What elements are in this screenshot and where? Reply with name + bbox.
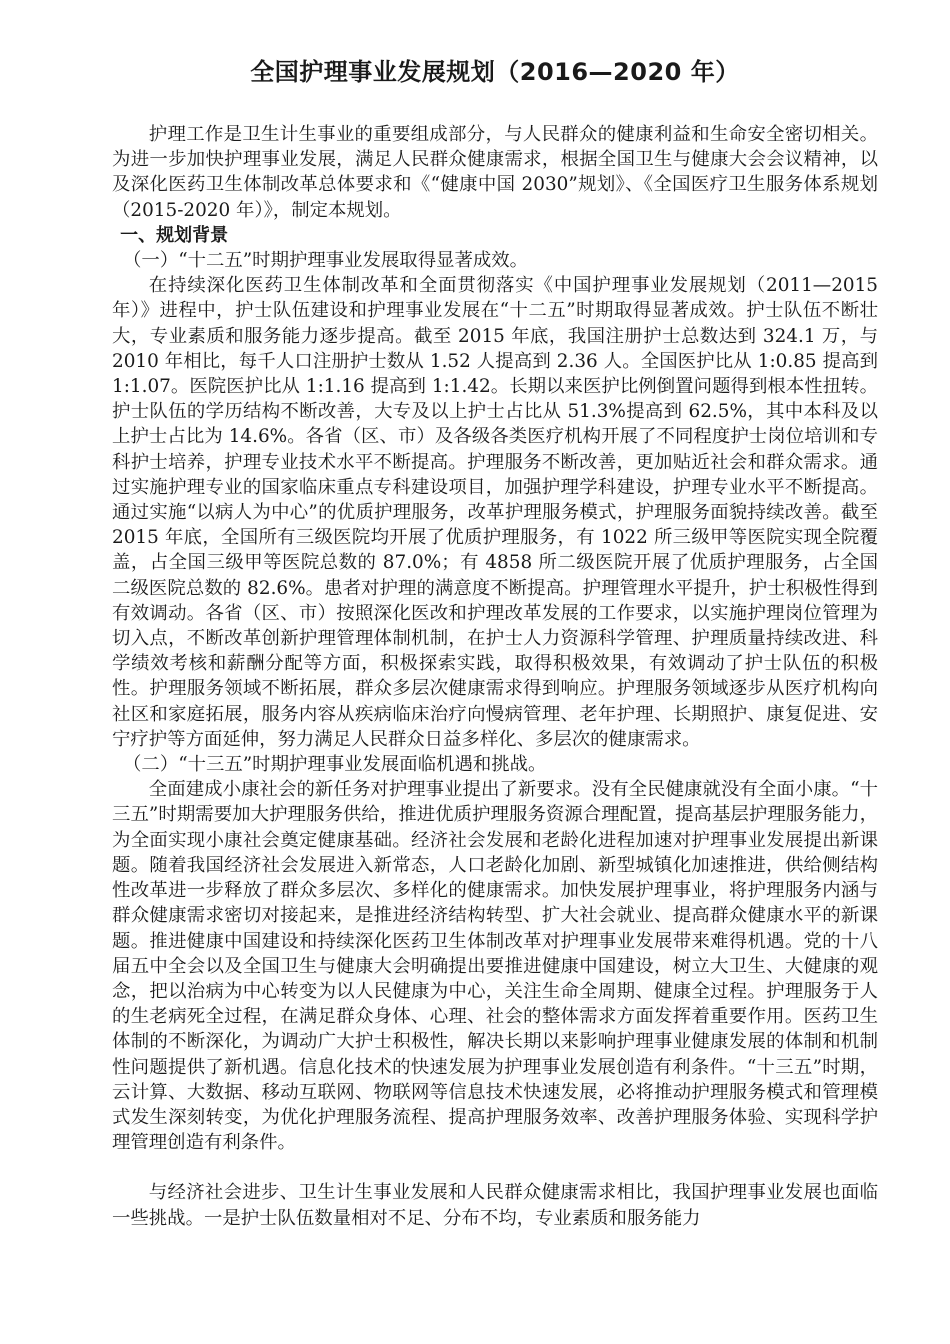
achievements-paragraph: 在持续深化医药卫生体制改革和全面贯彻落实《中国护理事业发展规划（2011—2015 年）》进程中，护士队伍建设和护理事业发展在“十二五”时期取得显著成效。护士队伍不断壮大，专业素质和服务能力逐步提高。截至 2015 年底，我国注册护士总数达到 324.1 万，与 2010 年相比，每千人口注册护士数从 1.52 人提高到 2.36 人。全国医护比从 1:0.85 提高到 1:1.07。医院医护比从 1:1.16 提高到 1:1.42。长期以来医护比例倒置问题得到根本性扭转。护士队伍的学历结构不断改善，大专及以上护士占比从 51.3%提高到 62.5%，其中本科及以上护士占比为 14.6%。各省（区、市）及各级各类医疗机构开展了不同程度护士岗位培训和专科护士培养，护理专业技术水平不断提高。护理服务不断改善，更加贴近社会和群众需求。通过实施护理专业的国家临床重点专科建设项目，加强护理学科建设，护理专业水平不断提高。通过实施“以病人为中心”的优质护理服务，改革护理服务模式，护理服务面貌持续改善。截至 2015 年底，全国所有三级医院均开展了优质护理服务，有 1022 所三级甲等医院实现全院覆盖，占全国三级甲等医院总数的 87.0%；有 4858 所二级医院开展了优质护理服务，占全国二级医院总数的 82.6%。患者对护理的满意度不断提高。护理管理水平提升，护士积极性得到有效调动。各省（区、市）按照深化医改和护理改革发展的工作要求，以实施护理岗位管理为切入点，不断改革创新护理管理体制机制，在护士人力资源科学管理、护理质量持续改进、科学绩效考核和薪酬分配等方面，积极探索实践，取得积极效果，有效调动了护士队伍的积极性。护理服务领域不断拓展，群众多层次健康需求得到响应。护理服务领域逐步从医疗机构向社区和家庭拓展，服务内容从疾病临床治疗向慢病管理、老年护理、长期照护、康复促进、安宁疗护等方面延伸，努力满足人民群众日益多样化、多层次的健康需求。 xyxy=(112,275,878,750)
subsection-heading-achievements: （一）“十二五”时期护理事业发展取得显著成效。 xyxy=(123,250,529,272)
section-heading-background: 一、规划背景 xyxy=(120,224,229,246)
challenges-paragraph: 与经济社会进步、卫生计生事业发展和人民群众健康需求相比，我国护理事业发展也面临一些挑战。一是护士队伍数量相对不足、分布不均，专业素质和服务能力 xyxy=(112,1182,878,1229)
document-page xyxy=(112,52,878,1231)
paragraph-spacer xyxy=(112,1155,878,1180)
opportunities-paragraph: 全面建成小康社会的新任务对护理事业提出了新要求。没有全民健康就没有全面小康。“十三五”时期需要加大护理服务供给，推进优质护理服务资源合理配置，提高基层护理服务能力，为全面实现小康社会奠定健康基础。经济社会发展和老龄化进程加速对护理事业发展提出新课题。随着我国经济社会发展进入新常态，人口老龄化加剧、新型城镇化加速推进，供给侧结构性改革进一步释放了群众多层次、多样化的健康需求。加快发展护理事业，将护理服务内涵与群众健康需求密切对接起来，是推进经济结构转型、扩大社会就业、提高群众健康水平的新课题。推进健康中国建设和持续深化医药卫生体制改革对护理事业发展带来难得机遇。党的十八届五中全会以及全国卫生与健康大会明确提出要推进健康中国建设，树立大卫生、大健康的观念，把以治病为中心转变为以人民健康为中心，关注生命全周期、健康全过程。护理服务于人的生老病死全过程，在满足群众身体、心理、社会的整体需求方面发挥着重要作用。医药卫生体制的不断深化，为调动广大护士积极性，解决长期以来影响护理事业健康发展的体制和机制性问题提供了新机遇。信息化技术的快速发展为护理事业发展创造有利条件。“十三五”时期，云计算、大数据、移动互联网、物联网等信息技术快速发展，必将推动护理服务模式和管理模式发生深刻转变，为优化护理服务流程、提高护理服务效率、改善护理服务体验、实现科学护理管理创造有利条件。 xyxy=(112,779,878,1154)
document-title: 全国护理事业发展规划（2016—2020 年） xyxy=(250,58,740,86)
intro-paragraph: 护理工作是卫生计生事业的重要组成部分，与人民群众的健康利益和生命安全密切相关。为进一步加快护理事业发展，满足人民群众健康需求，根据全国卫生与健康大会会议精神，以及深化医药卫生体制改革总体要求和《“健康中国 2030”规划》、《全国医疗卫生服务体系规划（2015-2020 年）》，制定本规划。 xyxy=(112,124,878,221)
subsection-heading-opportunities: （二）“十三五”时期护理事业发展面临机遇和挑战。 xyxy=(123,754,547,776)
